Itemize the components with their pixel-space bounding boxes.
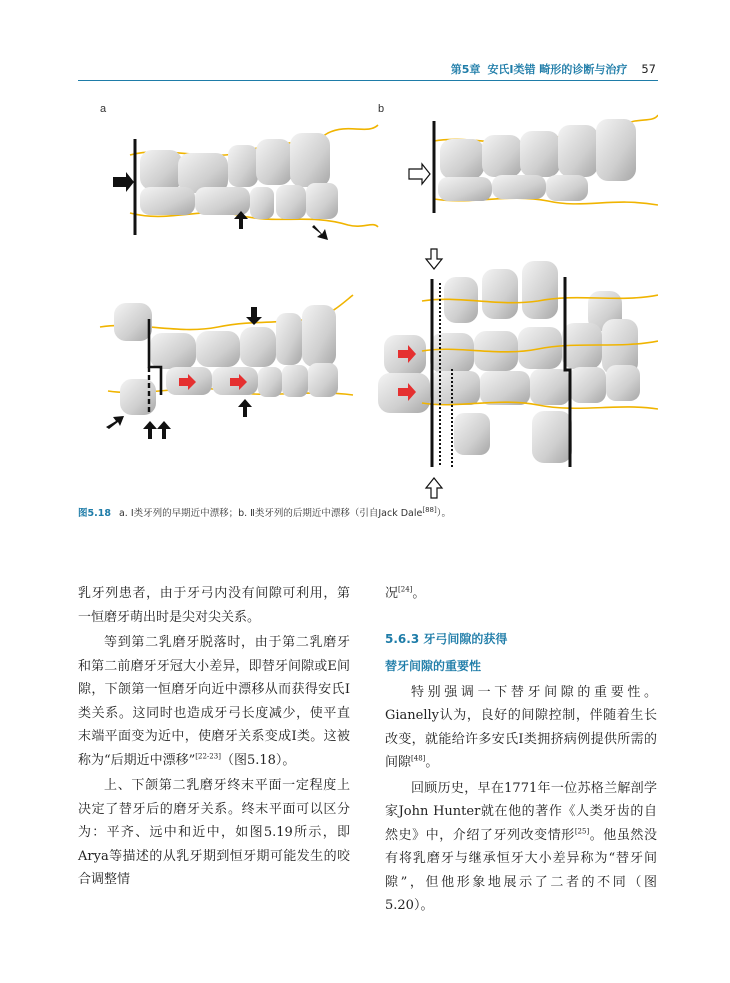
figure-caption <box>78 507 658 521</box>
caption-text: a. Ⅰ类牙列的早期近中漂移；b. Ⅱ类牙列的后期近中漂移（引自Jack Dale <box>118 508 423 519</box>
right-column <box>385 582 657 918</box>
panel-a-bottom <box>100 295 353 439</box>
chapter-title: 第5章 安氏Ⅰ类错 畸形的诊断与治疗 <box>450 63 628 76</box>
dentition-illustration <box>78 95 658 505</box>
left-paragraph-2: 等到第二乳磨牙脱落时，由于第二乳磨牙和第二前磨牙牙冠大小差异，即替牙间隙或E间隙，下颌第一恒磨牙向近中漂移从而获得安氏Ⅰ类关系。这同时也造成牙弓长度减少，使平直末端平面变为近中，使磨牙关系变成Ⅰ类。这被称为“后期近中漂移”[22-23]（图5.18）。 <box>78 635 350 768</box>
panel-a-top <box>113 125 378 240</box>
right-paragraph-0: 况[24]。 <box>385 585 426 601</box>
left-paragraph-1: 乳牙列患者，由于牙弓内没有间隙可利用，第一恒磨牙萌出时是尖对尖关系。 <box>78 586 350 625</box>
citation: [48] <box>411 754 426 763</box>
caption-label: 图5.18 <box>78 508 111 519</box>
right-paragraph-2: 回顾历史，早在1771年一位苏格兰解剖学家John Hunter就在他的著作《人类牙齿的自然史》中，介绍了牙列改变情形[25]。他虽然没有将乳磨牙与继承恒牙大小差异称为“替牙间隙”，但他形象地展示了二者的不同（图5.20）。 <box>385 780 657 913</box>
caption-end: ）。 <box>436 508 451 519</box>
citation: [25] <box>574 827 590 836</box>
page-number: 57 <box>641 62 656 76</box>
header-rule <box>78 80 658 81</box>
citation: [22-23] <box>195 752 221 761</box>
left-column <box>78 582 350 892</box>
panel-b-bottom <box>378 249 658 498</box>
citation: [24] <box>398 585 413 594</box>
panel-b-top <box>409 115 658 213</box>
panel-a-label: a <box>100 103 107 115</box>
right-paragraph-1: 特别强调一下替牙间隙的重要性。Gianelly认为，良好的间隙控制，伴随着生长改变，就能给许多安氏Ⅰ类拥挤病例提供所需的间隙[48]。 <box>385 684 657 770</box>
caption-ref: [88] <box>422 505 437 514</box>
panel-b-label: b <box>378 103 385 115</box>
section-title: 5.6.3 牙弓间隙的获得 <box>385 631 508 646</box>
running-head <box>78 60 656 78</box>
subsection-title: 替牙间隙的重要性 <box>385 659 482 673</box>
left-paragraph-3: 上、下颌第二乳磨牙终末平面一定程度上决定了替牙后的磨牙关系。终末平面可以区分为：平齐、远中和近中，如图5.19所示，即Arya等描述的从乳牙期到恒牙期可能发生的咬合调整情 <box>78 778 350 887</box>
figure-5-18 <box>78 95 658 505</box>
